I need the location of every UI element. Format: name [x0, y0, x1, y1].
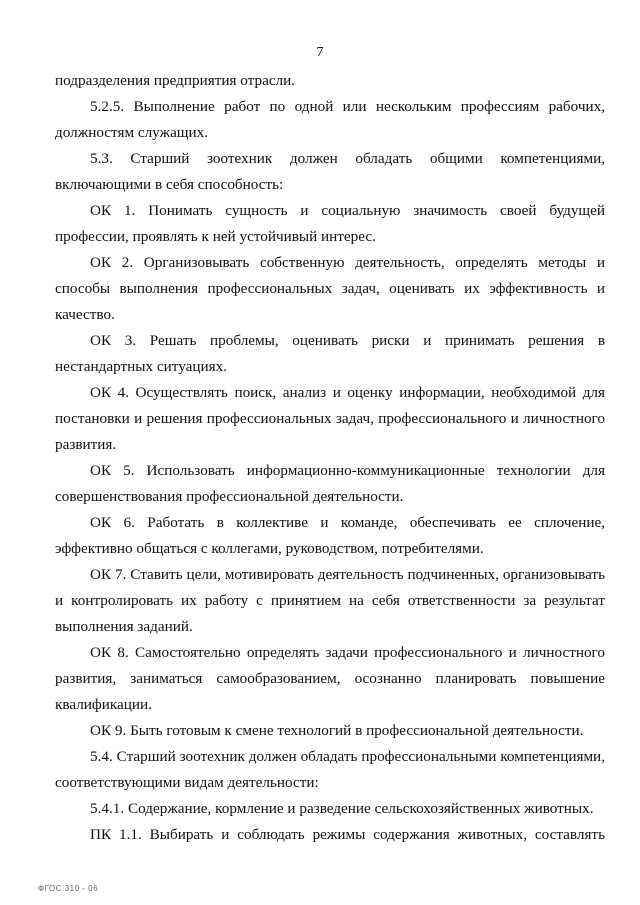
paragraph-5-3: 5.3. Старший зоотехник должен обладать общими компетенциями, включающими в себя способность: [55, 150, 605, 193]
paragraph-5-4: 5.4. Старший зоотехник должен обладать профессиональными компетенциями, соответствующими видам деятельности: [55, 748, 605, 791]
paragraph-5-2-5: 5.2.5. Выполнение работ по одной или нескольким профессиям рабочих, должностям служащих. [55, 98, 605, 141]
paragraph-ok-4: ОК 4. Осуществлять поиск, анализ и оценку информации, необходимой для постановки и решения профессиональных задач, профессионального и личностного развития. [55, 384, 605, 453]
paragraph-continuation: подразделения предприятия отрасли. [55, 72, 296, 89]
paragraph-ok-8: ОК 8. Самостоятельно определять задачи профессионального и личностного развития, заниматься самообразованием, осознанно планировать повышение квалификации. [55, 644, 605, 713]
document-body [55, 68, 605, 848]
paragraph-pk-1-1: ПК 1.1. Выбирать и соблюдать режимы содержания животных, составлять [90, 826, 605, 843]
paragraph-ok-9: ОК 9. Быть готовым к смене технологий в профессиональной деятельности. [90, 722, 584, 739]
paragraph-5-4-1: 5.4.1. Содержание, кормление и разведение сельскохозяйственных животных. [90, 800, 594, 817]
paragraph-ok-2: ОК 2. Организовывать собственную деятельность, определять методы и способы выполнения профессиональных задач, оценивать их эффективность и качество. [55, 254, 605, 323]
page-number: 7 [316, 45, 324, 60]
footer-stamp: ФГОС 310 - 06 [38, 884, 99, 893]
paragraph-ok-3: ОК 3. Решать проблемы, оценивать риски и принимать решения в нестандартных ситуациях. [55, 332, 605, 375]
paragraph-ok-7: ОК 7. Ставить цели, мотивировать деятельность подчиненных, организовывать и контролировать их работу с принятием на себя ответственности за результат выполнения заданий. [55, 566, 605, 635]
paragraph-ok-6: ОК 6. Работать в коллективе и команде, обеспечивать ее сплочение, эффективно общаться с коллегами, руководством, потребителями. [55, 514, 605, 557]
paragraph-ok-5: ОК 5. Использовать информационно-коммуникационные технологии для совершенствования профессиональной деятельности. [55, 462, 605, 505]
paragraph-ok-1: ОК 1. Понимать сущность и социальную значимость своей будущей профессии, проявлять к ней устойчивый интерес. [55, 202, 605, 245]
